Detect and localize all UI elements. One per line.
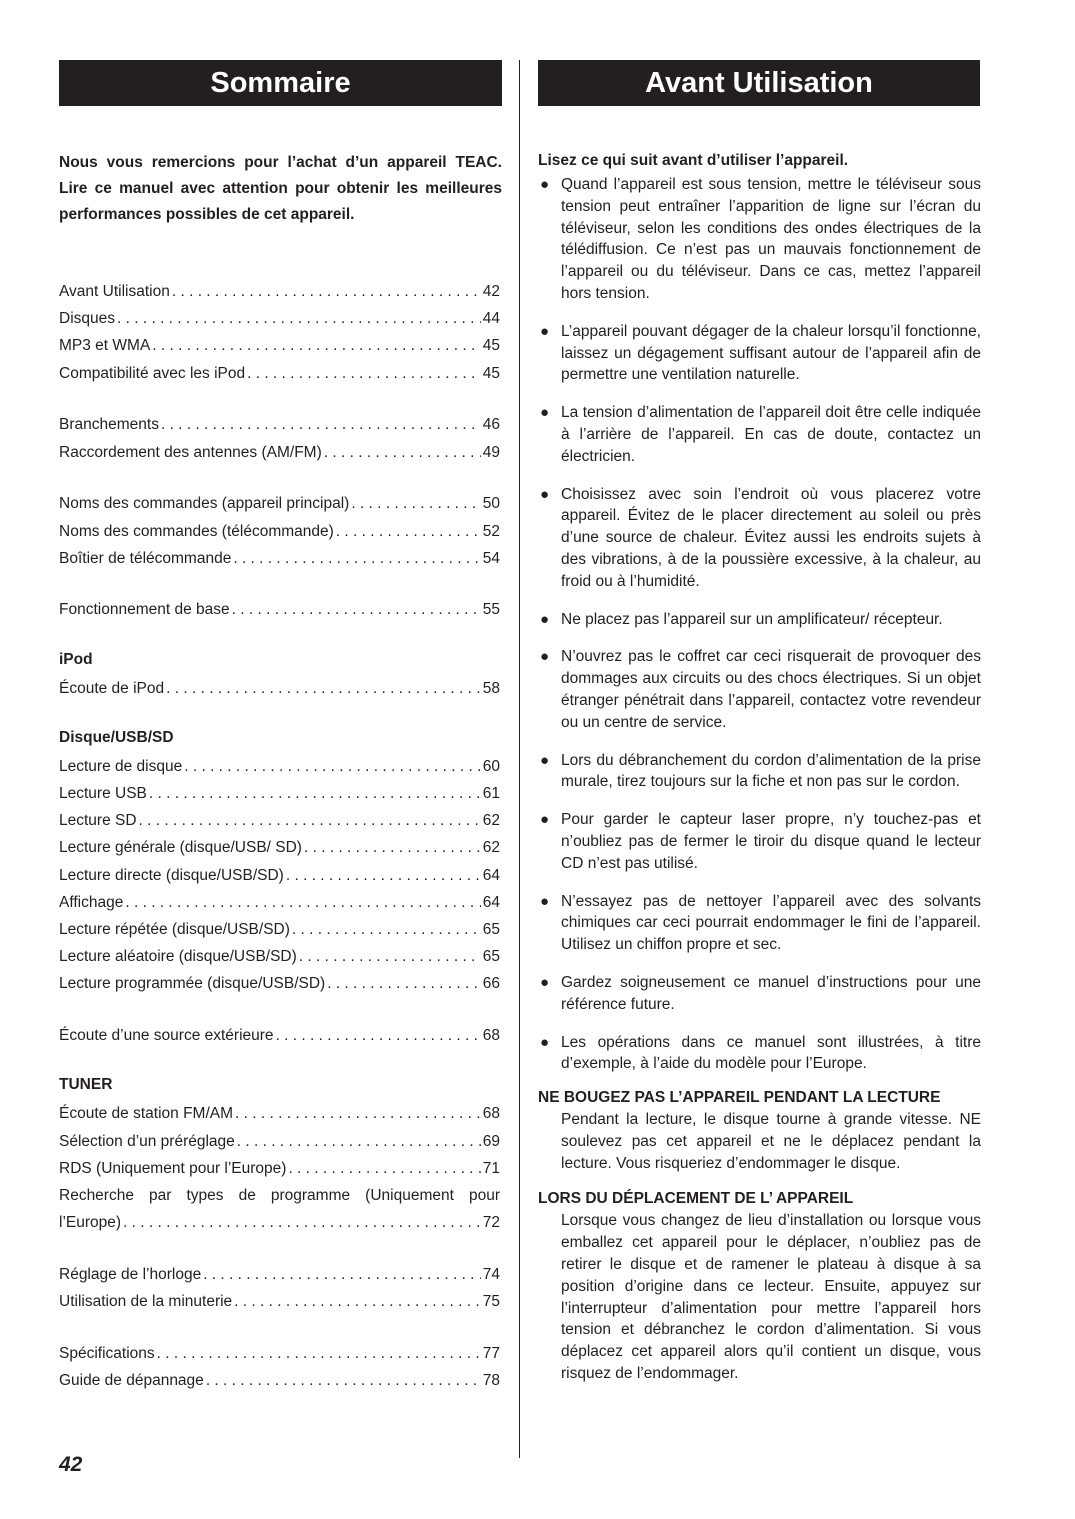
toc-entry-page: 72 (482, 1214, 500, 1232)
toc-entry-page: 77 (482, 1344, 500, 1362)
precaution-item (538, 809, 981, 874)
toc-entry-title: Lecture aléatoire (disque/USB/SD) (59, 948, 297, 966)
toc-entry-page: 68 (482, 1027, 500, 1045)
toc-leader-dots (292, 916, 481, 943)
toc-entry-title: Écoute de station FM/AM (59, 1105, 234, 1123)
section-banner-sommaire: Sommaire (59, 60, 502, 106)
toc-leader-dots (247, 360, 481, 387)
toc-entry[interactable] (59, 332, 500, 359)
toc-entry-title: Réglage de l’horloge (59, 1265, 202, 1283)
toc-entry[interactable] (59, 545, 500, 572)
precaution-text: Les opérations dans ce manuel sont illustrées, à titre d’exemple, à l’aide du modèle pour l’Europe. (561, 1033, 981, 1073)
toc-entry-page: 75 (482, 1293, 500, 1311)
toc-entry[interactable] (59, 862, 500, 889)
toc-entry-page: 74 (482, 1265, 500, 1283)
toc-leader-dots (203, 1261, 481, 1288)
toc-entry-title: Avant Utilisation (59, 283, 170, 300)
bullet-icon: ● (540, 404, 550, 422)
toc-entry[interactable] (59, 1288, 500, 1315)
toc-entry-title: Lecture générale (disque/USB/ SD) (59, 839, 302, 857)
toc-entry-title: Écoute d’une source extérieure (59, 1027, 274, 1045)
toc-entry-page: 49 (482, 443, 500, 461)
toc-entry-page: 45 (482, 364, 500, 382)
toc-entry-page: 52 (482, 522, 500, 540)
precaution-item (538, 321, 981, 386)
toc-leader-dots (206, 1367, 481, 1394)
column-divider (519, 60, 520, 1458)
toc-leader-dots (117, 305, 481, 332)
precautions-list (538, 174, 981, 1083)
precaution-item (538, 646, 981, 733)
toc-heading-disque-usb-sd: Disque/USB/SD (59, 728, 174, 746)
bullet-icon: ● (540, 973, 550, 991)
intro-text: Nous vous remercions pour l’achat d’un appareil TEAC. Lire ce manuel avec attention pour obtenir les meilleures performances possibles de cet appareil. (59, 154, 502, 223)
toc-entry[interactable] (59, 675, 500, 702)
bullet-icon: ● (540, 1033, 550, 1051)
toc-leader-dots (125, 889, 480, 916)
toc-entry[interactable] (59, 518, 500, 545)
precaution-item (538, 1032, 981, 1076)
precaution-text: Ne placez pas l’appareil sur un amplificateur/ récepteur. (561, 610, 943, 628)
precaution-text: N’ouvrez pas le coffret car ceci risquerait de provoquer des dommages aux circuits ou des chocs électriques. Si un objet étranger pénétrait dans l’appareil, contactez votre revendeur ou un centre de service. (561, 648, 981, 731)
precaution-item (538, 750, 981, 794)
toc-leader-dots (336, 518, 481, 545)
toc-leader-dots (152, 332, 480, 359)
toc-leader-dots (166, 675, 481, 702)
toc-entry-page: 62 (482, 812, 500, 830)
toc-entry-page: 65 (482, 948, 500, 966)
toc-leader-dots (123, 1209, 481, 1236)
bullet-icon: ● (540, 610, 550, 628)
toc-entry[interactable] (59, 943, 500, 970)
toc-entry-page: 68 (482, 1105, 500, 1123)
toc-leader-dots (288, 1155, 480, 1182)
toc-leader-dots (172, 278, 481, 305)
toc-leader-dots (149, 780, 481, 807)
bullet-icon: ● (540, 892, 550, 910)
toc-entry-page: 50 (482, 495, 500, 513)
toc-entry-title: Noms des commandes (télécommande) (59, 522, 334, 540)
toc-entry[interactable] (59, 490, 500, 517)
precaution-text: Gardez soigneusement ce manuel d’instructions pour une référence future. (561, 973, 981, 1013)
toc-entry-page: 58 (482, 679, 500, 697)
precaution-item (538, 609, 981, 631)
bullet-icon: ● (540, 648, 550, 666)
toc-leader-dots (161, 411, 481, 438)
toc-entry-title: Disques (59, 310, 115, 328)
toc-entry-title: Branchements (59, 416, 159, 434)
toc-leader-dots (234, 1288, 481, 1315)
page-number: 42 (59, 1453, 83, 1476)
toc-entry[interactable] (59, 439, 500, 466)
toc-entry-title: Lecture programmée (disque/USB/SD) (59, 975, 326, 993)
toc-entry[interactable] (59, 834, 500, 861)
toc-entry[interactable] (59, 1100, 500, 1127)
toc-entry-page: 61 (482, 785, 500, 803)
toc-entry[interactable] (59, 753, 500, 780)
toc-entry-page: 42 (482, 283, 500, 300)
toc-entry-title: Recherche par types de programme (Uniquement pour (59, 1186, 500, 1204)
precaution-item (538, 402, 981, 467)
toc-entry-title: Utilisation de la minuterie (59, 1293, 233, 1311)
precaution-text: N’essayez pas de nettoyer l’appareil avec des solvants chimiques car ceci pourrait endommager le fini de l’appareil. Utilisez un chiffon propre et sec. (561, 892, 981, 954)
precaution-text: La tension d’alimentation de l’appareil doit être celle indiquée à l’arrière de l’appareil. En cas de doute, contactez un électricien. (561, 404, 981, 465)
precaution-text: Lors du débranchement du cordon d’alimentation de la prise murale, tirez toujours sur la fiche et non pas sur le cordon. (561, 751, 981, 791)
toc-entry[interactable] (59, 807, 500, 834)
toc-entry-page: 64 (482, 866, 500, 884)
toc-entry[interactable] (59, 916, 500, 943)
toc-entry[interactable] (59, 305, 500, 332)
toc-entry-page: 71 (482, 1159, 500, 1177)
toc-leader-dots (184, 753, 481, 780)
toc-entry[interactable] (59, 1340, 500, 1367)
toc-entry-page: 45 (482, 337, 500, 355)
toc-entry-title: Boîtier de télécommande (59, 549, 232, 567)
toc-entry[interactable] (59, 360, 500, 387)
toc-entry[interactable] (59, 1261, 500, 1288)
toc-entry[interactable] (59, 1209, 500, 1236)
intro-block (59, 150, 502, 228)
toc-entry-page: 64 (482, 893, 500, 911)
toc-entry-title: Lecture SD (59, 812, 137, 830)
bullet-icon: ● (540, 322, 550, 340)
bullet-icon: ● (540, 485, 550, 503)
toc-entry-page: 78 (482, 1372, 500, 1390)
bullet-icon: ● (540, 176, 550, 193)
toc-entry-title: Écoute de iPod (59, 679, 165, 697)
section-banner-avant-utilisation: Avant Utilisation (538, 60, 980, 106)
toc-leader-dots (157, 1340, 481, 1367)
toc-entry-title: l’Europe) (59, 1214, 122, 1232)
toc-entry[interactable] (59, 780, 500, 807)
toc-leader-dots (233, 545, 480, 572)
toc-entry-page: 69 (482, 1132, 500, 1150)
toc-entry-title: Noms des commandes (appareil principal) (59, 495, 350, 513)
section-title-ne-bougez: NE BOUGEZ PAS L’APPAREIL PENDANT LA LECTURE (538, 1089, 941, 1107)
section-text-deplacement: Lorsque vous changez de lieu d’installation ou lorsque vous emballez cet appareil pour le déplacer, n’oubliez pas de retirer le disque et de ramener le plateau à disque à sa position d’origine dans ce lecteur. Ensuite, appuyez sur l’interrupteur d’alimentation pour mettre l’appareil hors tension et débranchez le cordon d’alimentation. Si vous déplacez cet appareil alors qu’il contient un disque, vous risquez de l’endommager. (561, 1212, 981, 1383)
toc-entry-title: RDS (Uniquement pour l’Europe) (59, 1159, 287, 1177)
toc-entry[interactable] (59, 278, 500, 305)
toc-leader-dots (237, 1128, 481, 1155)
toc-leader-dots (299, 943, 481, 970)
bullet-icon: ● (540, 751, 550, 769)
toc-entry[interactable] (59, 970, 500, 997)
toc-entry-page: 65 (482, 920, 500, 938)
toc-entry-page: 46 (482, 416, 500, 434)
section-text-ne-bougez: Pendant la lecture, le disque tourne à grande vitesse. NE soulevez pas cet appareil et ne le déplacez pendant la lecture. Vous risqueriez d’endommager le disque. (561, 1111, 981, 1172)
avant-utilisation-content (538, 150, 981, 1385)
toc-leader-dots (327, 970, 481, 997)
precaution-text: Pour garder le capteur laser propre, n’y touchez-pas et n’oubliez pas de fermer le tiroir du disque quand le lecteur CD n’est pas utilisé. (561, 811, 981, 872)
toc-heading-ipod: iPod (59, 650, 93, 668)
section-title-lisez: Lisez ce qui suit avant d’utiliser l’appareil. (538, 152, 849, 169)
toc-leader-dots (232, 596, 481, 623)
toc-entry-title: Lecture USB (59, 785, 147, 803)
toc-leader-dots (304, 834, 481, 861)
precaution-text: L’appareil pouvant dégager de la chaleur lorsqu’il fonctionne, laissez un dégagement suffisant autour de l’appareil afin de permettre une ventilation naturelle. (561, 322, 981, 384)
toc-entry-title: Sélection d’un préréglage (59, 1132, 235, 1150)
toc-entry-title: Spécifications (59, 1344, 155, 1362)
toc-leader-dots (324, 439, 481, 466)
toc-entry[interactable] (59, 1022, 500, 1049)
toc-entry[interactable] (59, 1128, 500, 1155)
toc-leader-dots (351, 490, 480, 517)
toc-entry[interactable] (59, 411, 500, 438)
precaution-item (538, 891, 981, 956)
toc-entry-page: 44 (482, 310, 500, 328)
section-title-deplacement: LORS DU DÉPLACEMENT DE L’ APPAREIL (538, 1190, 854, 1208)
toc-entry-title: Affichage (59, 893, 124, 911)
toc-entry[interactable] (59, 596, 500, 623)
precaution-item (538, 174, 981, 305)
toc-entry[interactable] (59, 1367, 500, 1394)
toc-entry-title: Compatibilité avec les iPod (59, 364, 246, 382)
toc-entry-page: 62 (482, 839, 500, 857)
toc-entry-title: Lecture de disque (59, 757, 183, 775)
toc-entry-title: Lecture directe (disque/USB/SD) (59, 866, 284, 884)
toc-entry-page: 55 (482, 601, 500, 619)
toc-entry-title: Guide de dépannage (59, 1372, 204, 1390)
toc-entry-page: 54 (482, 549, 500, 567)
toc-leader-dots (139, 807, 481, 834)
precaution-item (538, 484, 981, 593)
precaution-item (538, 972, 981, 1016)
toc-leader-dots (276, 1022, 481, 1049)
toc-entry[interactable] (59, 1155, 500, 1182)
toc-heading-tuner: TUNER (59, 1076, 113, 1094)
bullet-icon: ● (540, 811, 550, 829)
precaution-text: Quand l’appareil est sous tension, mettre le téléviseur sous tension peut entraîner l’apparition de ligne sur l’écran du téléviseur, selon les conditions des ondes électriques de la télédiffusion. Ce n’est pas un mauvais fonctionnement de l’appareil ou du téléviseur. Dans ce cas, mettez l’appareil hors tension. (561, 176, 981, 302)
toc-entry[interactable] (59, 1182, 500, 1209)
toc-leader-dots (235, 1100, 481, 1127)
toc-entry-page: 60 (482, 757, 500, 775)
toc-entry-title: Lecture répétée (disque/USB/SD) (59, 920, 290, 938)
toc-entry[interactable] (59, 889, 500, 916)
table-of-contents (59, 278, 500, 1394)
toc-entry-page: 66 (482, 975, 500, 993)
precaution-text: Choisissez avec soin l’endroit où vous placerez votre appareil. Évitez de le placer directement au soleil ou près d’une source de chaleur. Évitez aussi les endroits sujets à des vibrations, à de la poussière excessive, à la chaleur, au froid ou à l’humidité. (561, 485, 981, 590)
toc-entry-title: MP3 et WMA (59, 337, 151, 355)
toc-leader-dots (286, 862, 481, 889)
toc-entry-title: Raccordement des antennes (AM/FM) (59, 443, 322, 461)
toc-entry-title: Fonctionnement de base (59, 601, 230, 619)
